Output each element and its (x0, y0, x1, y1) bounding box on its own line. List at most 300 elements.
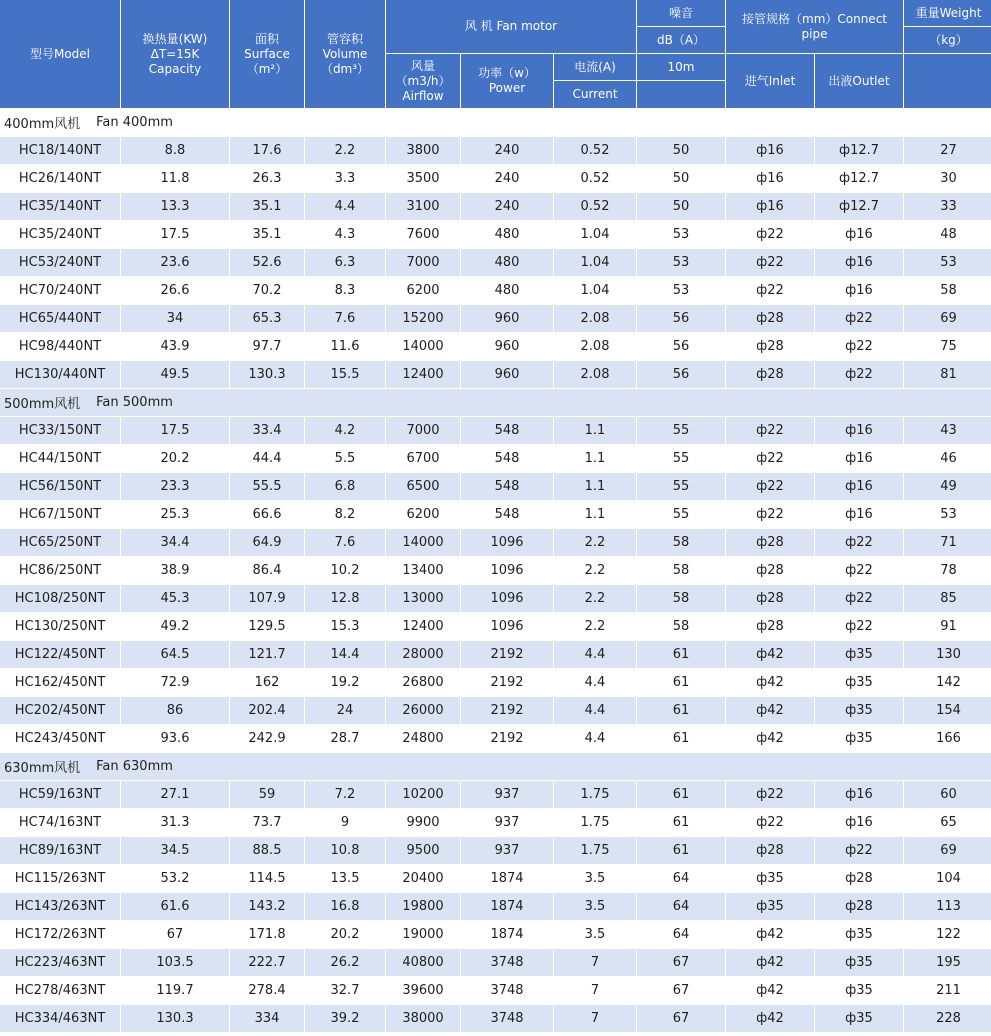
table-cell: 64 (637, 893, 725, 920)
table-cell: ф35 (815, 725, 903, 752)
table-cell: 11.8 (121, 165, 229, 192)
table-cell: 7 (554, 949, 636, 976)
table-row-model: HC334/463NT (0, 1005, 120, 1032)
table-cell: ф12.7 (815, 193, 903, 220)
header-airflow-unit: （m3/h） (395, 73, 451, 88)
table-cell: 69 (904, 837, 991, 864)
table-cell: 67 (121, 921, 229, 948)
table-cell: 15200 (386, 305, 460, 332)
table-cell: 3.3 (305, 165, 385, 192)
table-cell: 1096 (461, 529, 553, 556)
table-row-model: HC59/163NT (0, 781, 120, 808)
table-cell: 195 (904, 949, 991, 976)
table-row-model: HC33/150NT (0, 417, 120, 444)
section-header (0, 753, 991, 780)
table-cell: 7.6 (305, 529, 385, 556)
table-cell: 4.4 (554, 697, 636, 724)
table-cell: 114.5 (230, 865, 304, 892)
table-cell: ф42 (726, 697, 814, 724)
header-airflow (386, 54, 460, 108)
table-cell: 3748 (461, 977, 553, 1004)
table-cell: ф12.7 (815, 165, 903, 192)
table-cell: 17.6 (230, 137, 304, 164)
table-cell: 1874 (461, 921, 553, 948)
table-cell: ф16 (726, 165, 814, 192)
table-cell: 44.4 (230, 445, 304, 472)
table-row-model: HC115/263NT (0, 865, 120, 892)
header-power (461, 54, 553, 108)
table-cell: 104 (904, 865, 991, 892)
table-cell: 0.52 (554, 193, 636, 220)
table-cell: 12400 (386, 613, 460, 640)
table-cell: 480 (461, 249, 553, 276)
table-cell: ф42 (726, 669, 814, 696)
header-pipe-cn: 接管规格（mm）Connect (742, 11, 887, 26)
table-cell: 61 (637, 669, 725, 696)
table-cell: 71 (904, 529, 991, 556)
table-cell: 73.7 (230, 809, 304, 836)
table-cell: 154 (904, 697, 991, 724)
table-cell: 53.2 (121, 865, 229, 892)
table-cell: 39.2 (305, 1005, 385, 1032)
table-cell: 61 (637, 781, 725, 808)
table-cell: 53 (904, 501, 991, 528)
table-cell: 53 (904, 249, 991, 276)
header-current-en-label: Current (572, 87, 618, 101)
table-cell: 61 (637, 641, 725, 668)
table-cell: 960 (461, 361, 553, 388)
table-cell: 1.75 (554, 781, 636, 808)
table-cell: 2.2 (554, 585, 636, 612)
table-cell: 1.1 (554, 473, 636, 500)
table-cell: 86 (121, 697, 229, 724)
header-noise-distance-label: 10m (667, 59, 695, 74)
table-cell: 49 (904, 473, 991, 500)
table-cell: 86.4 (230, 557, 304, 584)
table-cell: 166 (904, 725, 991, 752)
table-cell: 548 (461, 501, 553, 528)
table-cell: ф22 (726, 445, 814, 472)
table-cell: 2.08 (554, 333, 636, 360)
table-cell: 6.3 (305, 249, 385, 276)
section-header (0, 389, 991, 416)
table-cell: ф16 (815, 221, 903, 248)
table-cell: 34 (121, 305, 229, 332)
header-weight-unit-label: （kg） (929, 32, 968, 47)
table-row-model: HC65/440NT (0, 305, 120, 332)
table-cell: 122 (904, 921, 991, 948)
table-cell: 67 (637, 1005, 725, 1032)
table-row-model: HC98/440NT (0, 333, 120, 360)
table-cell: ф22 (815, 585, 903, 612)
table-cell: 15.5 (305, 361, 385, 388)
table-cell: 31.3 (121, 809, 229, 836)
table-cell: ф35 (726, 893, 814, 920)
header-weight-unit (904, 27, 991, 53)
table-cell: 23.3 (121, 473, 229, 500)
table-cell: 119.7 (121, 977, 229, 1004)
table-cell: 55 (637, 417, 725, 444)
table-cell: 10.8 (305, 837, 385, 864)
table-cell: 242.9 (230, 725, 304, 752)
header-volume-en: Volume (322, 46, 368, 61)
table-cell: 88.5 (230, 837, 304, 864)
table-cell: 278.4 (230, 977, 304, 1004)
table-cell: 1096 (461, 585, 553, 612)
table-cell: 107.9 (230, 585, 304, 612)
section-label-cn: 630mm风机 (4, 761, 81, 776)
table-cell: ф42 (726, 921, 814, 948)
table-row-model: HC108/250NT (0, 585, 120, 612)
table-cell: 55.5 (230, 473, 304, 500)
header-surface (230, 0, 304, 108)
table-cell: 61 (637, 837, 725, 864)
table-cell: 19.2 (305, 669, 385, 696)
table-cell: 53 (637, 221, 725, 248)
header-fan-group (386, 0, 636, 53)
table-cell: 61 (637, 809, 725, 836)
table-cell: 32.7 (305, 977, 385, 1004)
table-cell: 16.8 (305, 893, 385, 920)
table-cell: ф22 (815, 333, 903, 360)
table-cell: 65 (904, 809, 991, 836)
header-noise-cn-label: 噪音 (668, 5, 693, 20)
table-cell: 26.2 (305, 949, 385, 976)
section-label-cn: 500mm风机 (4, 397, 81, 412)
table-cell: 13000 (386, 585, 460, 612)
table-cell: 58 (904, 277, 991, 304)
table-cell: 14.4 (305, 641, 385, 668)
table-cell: ф22 (815, 305, 903, 332)
table-cell: ф28 (726, 837, 814, 864)
header-inlet (726, 54, 814, 108)
table-cell: 39600 (386, 977, 460, 1004)
table-row-model: HC53/240NT (0, 249, 120, 276)
table-cell: 56 (637, 361, 725, 388)
table-cell: 5.5 (305, 445, 385, 472)
table-cell: 66.6 (230, 501, 304, 528)
table-cell: 937 (461, 781, 553, 808)
table-cell: 7 (554, 977, 636, 1004)
table-cell: 960 (461, 305, 553, 332)
table-cell: 0.52 (554, 137, 636, 164)
table-cell: ф35 (815, 1005, 903, 1032)
table-cell: ф16 (726, 193, 814, 220)
header-fan-label: 风 机 Fan motor (464, 19, 558, 33)
table-cell: 2.2 (554, 529, 636, 556)
table-cell: 17.5 (121, 221, 229, 248)
table-cell: 10.2 (305, 557, 385, 584)
table-cell: 2192 (461, 725, 553, 752)
table-cell: 28000 (386, 641, 460, 668)
table-cell: 480 (461, 277, 553, 304)
table-cell: 3748 (461, 1005, 553, 1032)
table-cell: 7 (554, 1005, 636, 1032)
table-cell: 2.08 (554, 361, 636, 388)
table-cell: 43 (904, 417, 991, 444)
header-pipe-en: pipe (801, 26, 828, 41)
table-cell: ф42 (726, 641, 814, 668)
table-cell: 53 (637, 249, 725, 276)
table-cell: ф28 (726, 557, 814, 584)
table-cell: 61.6 (121, 893, 229, 920)
header-capacity-en: Capacity (148, 61, 202, 76)
table-cell: 20400 (386, 865, 460, 892)
table-cell: ф28 (815, 865, 903, 892)
table-cell: 240 (461, 137, 553, 164)
table-cell: ф28 (726, 613, 814, 640)
table-cell: 33 (904, 193, 991, 220)
table-cell: 4.4 (554, 641, 636, 668)
table-row-model: HC70/240NT (0, 277, 120, 304)
table-cell: 4.4 (554, 725, 636, 752)
table-cell: 24 (305, 697, 385, 724)
table-cell: 7000 (386, 249, 460, 276)
table-cell: 20.2 (121, 445, 229, 472)
table-cell: 25.3 (121, 501, 229, 528)
table-cell: 72.9 (121, 669, 229, 696)
table-row-model: HC18/140NT (0, 137, 120, 164)
table-cell: 142 (904, 669, 991, 696)
table-cell: 34.4 (121, 529, 229, 556)
header-volume-unit: （dm³） (320, 61, 370, 76)
table-cell: ф22 (726, 473, 814, 500)
table-cell: 69 (904, 305, 991, 332)
table-cell: 61 (637, 725, 725, 752)
table-cell: 13.3 (121, 193, 229, 220)
header-capacity-cn: 换热量(KW) (142, 31, 208, 46)
table-cell: 35.1 (230, 221, 304, 248)
section-label-en: Fan 500mm (96, 395, 173, 410)
table-cell: 12.8 (305, 585, 385, 612)
table-cell: 23.6 (121, 249, 229, 276)
table-cell: 1.04 (554, 249, 636, 276)
table-cell: ф35 (815, 921, 903, 948)
table-cell: ф22 (726, 417, 814, 444)
table-cell: 61 (637, 697, 725, 724)
table-cell: 67 (637, 977, 725, 1004)
header-noise-cn (637, 0, 725, 26)
table-cell: 65.3 (230, 305, 304, 332)
table-row-model: HC56/150NT (0, 473, 120, 500)
table-cell: ф28 (726, 333, 814, 360)
table-cell: 6700 (386, 445, 460, 472)
header-outlet (815, 54, 903, 108)
table-cell: 30 (904, 165, 991, 192)
table-cell: 130.3 (121, 1005, 229, 1032)
table-cell: 9500 (386, 837, 460, 864)
table-cell: ф42 (726, 977, 814, 1004)
table-cell: 3748 (461, 949, 553, 976)
table-cell: 2.2 (305, 137, 385, 164)
table-cell: ф28 (726, 529, 814, 556)
table-cell: ф42 (726, 725, 814, 752)
table-cell: ф35 (815, 669, 903, 696)
table-cell: 19000 (386, 921, 460, 948)
table-cell: 81 (904, 361, 991, 388)
header-surface-cn: 面积 (254, 31, 279, 46)
table-cell: 56 (637, 333, 725, 360)
table-row-model: HC122/450NT (0, 641, 120, 668)
table-cell: ф16 (815, 501, 903, 528)
table-cell: 55 (637, 473, 725, 500)
header-noise-unit (637, 27, 725, 53)
table-cell: 1096 (461, 613, 553, 640)
header-power-en: Power (488, 81, 526, 95)
table-row-model: HC130/250NT (0, 613, 120, 640)
table-cell: 3.5 (554, 865, 636, 892)
table-cell: ф42 (726, 949, 814, 976)
table-cell: 13.5 (305, 865, 385, 892)
table-cell: 26800 (386, 669, 460, 696)
table-cell: 48 (904, 221, 991, 248)
table-cell: 35.1 (230, 193, 304, 220)
table-cell: 78 (904, 557, 991, 584)
table-cell: ф22 (726, 781, 814, 808)
table-cell: 4.4 (554, 669, 636, 696)
table-cell: 56 (637, 305, 725, 332)
table-cell: 14000 (386, 333, 460, 360)
table-cell: 130.3 (230, 361, 304, 388)
table-cell: 34.5 (121, 837, 229, 864)
table-row-model: HC243/450NT (0, 725, 120, 752)
table-cell: ф35 (815, 977, 903, 1004)
table-row-model: HC86/250NT (0, 557, 120, 584)
table-cell: ф22 (815, 837, 903, 864)
header-volume-cn: 管容积 (326, 31, 363, 46)
header-model (0, 0, 120, 108)
table-cell: 7600 (386, 221, 460, 248)
table-cell: 171.8 (230, 921, 304, 948)
header-current-en (554, 81, 636, 108)
table-cell: 129.5 (230, 613, 304, 640)
table-cell: 26000 (386, 697, 460, 724)
table-cell: 1.1 (554, 501, 636, 528)
table-cell: ф35 (726, 865, 814, 892)
table-cell: 91 (904, 613, 991, 640)
table-cell: 121.7 (230, 641, 304, 668)
table-cell: 2.2 (554, 557, 636, 584)
table-cell: ф28 (726, 305, 814, 332)
table-cell: 28.7 (305, 725, 385, 752)
table-cell: ф28 (726, 361, 814, 388)
table-cell: 55 (637, 501, 725, 528)
table-cell: 1096 (461, 557, 553, 584)
table-cell: ф22 (815, 557, 903, 584)
table-cell: ф16 (815, 277, 903, 304)
table-cell: 40800 (386, 949, 460, 976)
table-cell: 17.5 (121, 417, 229, 444)
table-cell: 60 (904, 781, 991, 808)
table-cell: 2192 (461, 641, 553, 668)
table-cell: ф22 (726, 249, 814, 276)
section-label-cn: 400mm风机 (4, 117, 81, 132)
table-cell: 3100 (386, 193, 460, 220)
table-cell: ф22 (726, 277, 814, 304)
header-capacity (121, 0, 229, 108)
table-cell: 53 (637, 277, 725, 304)
header-power-cn: 功率（w） (478, 66, 536, 80)
table-cell: 14000 (386, 529, 460, 556)
table-cell: 49.5 (121, 361, 229, 388)
table-cell: ф16 (726, 137, 814, 164)
header-capacity-dt: ΔT=15K (150, 46, 200, 61)
table-cell: 27.1 (121, 781, 229, 808)
table-cell: ф22 (815, 613, 903, 640)
table-cell: 12400 (386, 361, 460, 388)
table-cell: 3.5 (554, 893, 636, 920)
table-cell: 334 (230, 1005, 304, 1032)
table-row-model: HC26/140NT (0, 165, 120, 192)
table-cell: 240 (461, 193, 553, 220)
table-cell: ф16 (815, 781, 903, 808)
table-cell: 58 (637, 529, 725, 556)
table-cell: 64 (637, 865, 725, 892)
table-cell: 33.4 (230, 417, 304, 444)
table-cell: 58 (637, 585, 725, 612)
table-cell: 960 (461, 333, 553, 360)
table-cell: 2.2 (554, 613, 636, 640)
table-row-model: HC35/240NT (0, 221, 120, 248)
header-noise-distance (637, 54, 725, 80)
header-model-label: 型号Model (29, 46, 91, 61)
table-cell: ф12.7 (815, 137, 903, 164)
header-current-cn-label: 电流(A) (574, 59, 616, 74)
table-cell: 2.08 (554, 305, 636, 332)
table-cell: ф16 (815, 809, 903, 836)
table-cell: 45.3 (121, 585, 229, 612)
table-cell: 130 (904, 641, 991, 668)
table-cell: 20.2 (305, 921, 385, 948)
table-cell: 70.2 (230, 277, 304, 304)
table-cell: 103.5 (121, 949, 229, 976)
table-cell: ф22 (815, 529, 903, 556)
table-cell: ф28 (726, 585, 814, 612)
table-row-model: HC172/263NT (0, 921, 120, 948)
table-cell: 0.52 (554, 165, 636, 192)
table-cell: 6.8 (305, 473, 385, 500)
header-airflow-cn: 风量 (410, 58, 435, 73)
table-cell: 43.9 (121, 333, 229, 360)
table-cell: 1.04 (554, 221, 636, 248)
header-pipe (726, 0, 903, 53)
table-cell: ф42 (726, 1005, 814, 1032)
table-row-model: HC162/450NT (0, 669, 120, 696)
table-cell: 480 (461, 221, 553, 248)
table-cell: 67 (637, 949, 725, 976)
table-cell: 2192 (461, 669, 553, 696)
table-cell: 228 (904, 1005, 991, 1032)
header-inlet-label: 进气Inlet (744, 73, 796, 88)
table-cell: 24800 (386, 725, 460, 752)
table-row-model: HC65/250NT (0, 529, 120, 556)
section-label-en: Fan 400mm (96, 115, 173, 130)
table-cell: 8.2 (305, 501, 385, 528)
table-cell: 97.7 (230, 333, 304, 360)
table-row-model: HC35/140NT (0, 193, 120, 220)
table-cell: 64.5 (121, 641, 229, 668)
header-weight-blank (904, 54, 991, 108)
table-row-model: HC89/163NT (0, 837, 120, 864)
table-cell: 50 (637, 137, 725, 164)
table-cell: 55 (637, 445, 725, 472)
table-row-model: HC278/463NT (0, 977, 120, 1004)
table-cell: 46 (904, 445, 991, 472)
header-weight-cn-label: 重量Weight (915, 5, 982, 20)
table-cell: 38000 (386, 1005, 460, 1032)
table-cell: 1.1 (554, 417, 636, 444)
table-cell: 58 (637, 557, 725, 584)
